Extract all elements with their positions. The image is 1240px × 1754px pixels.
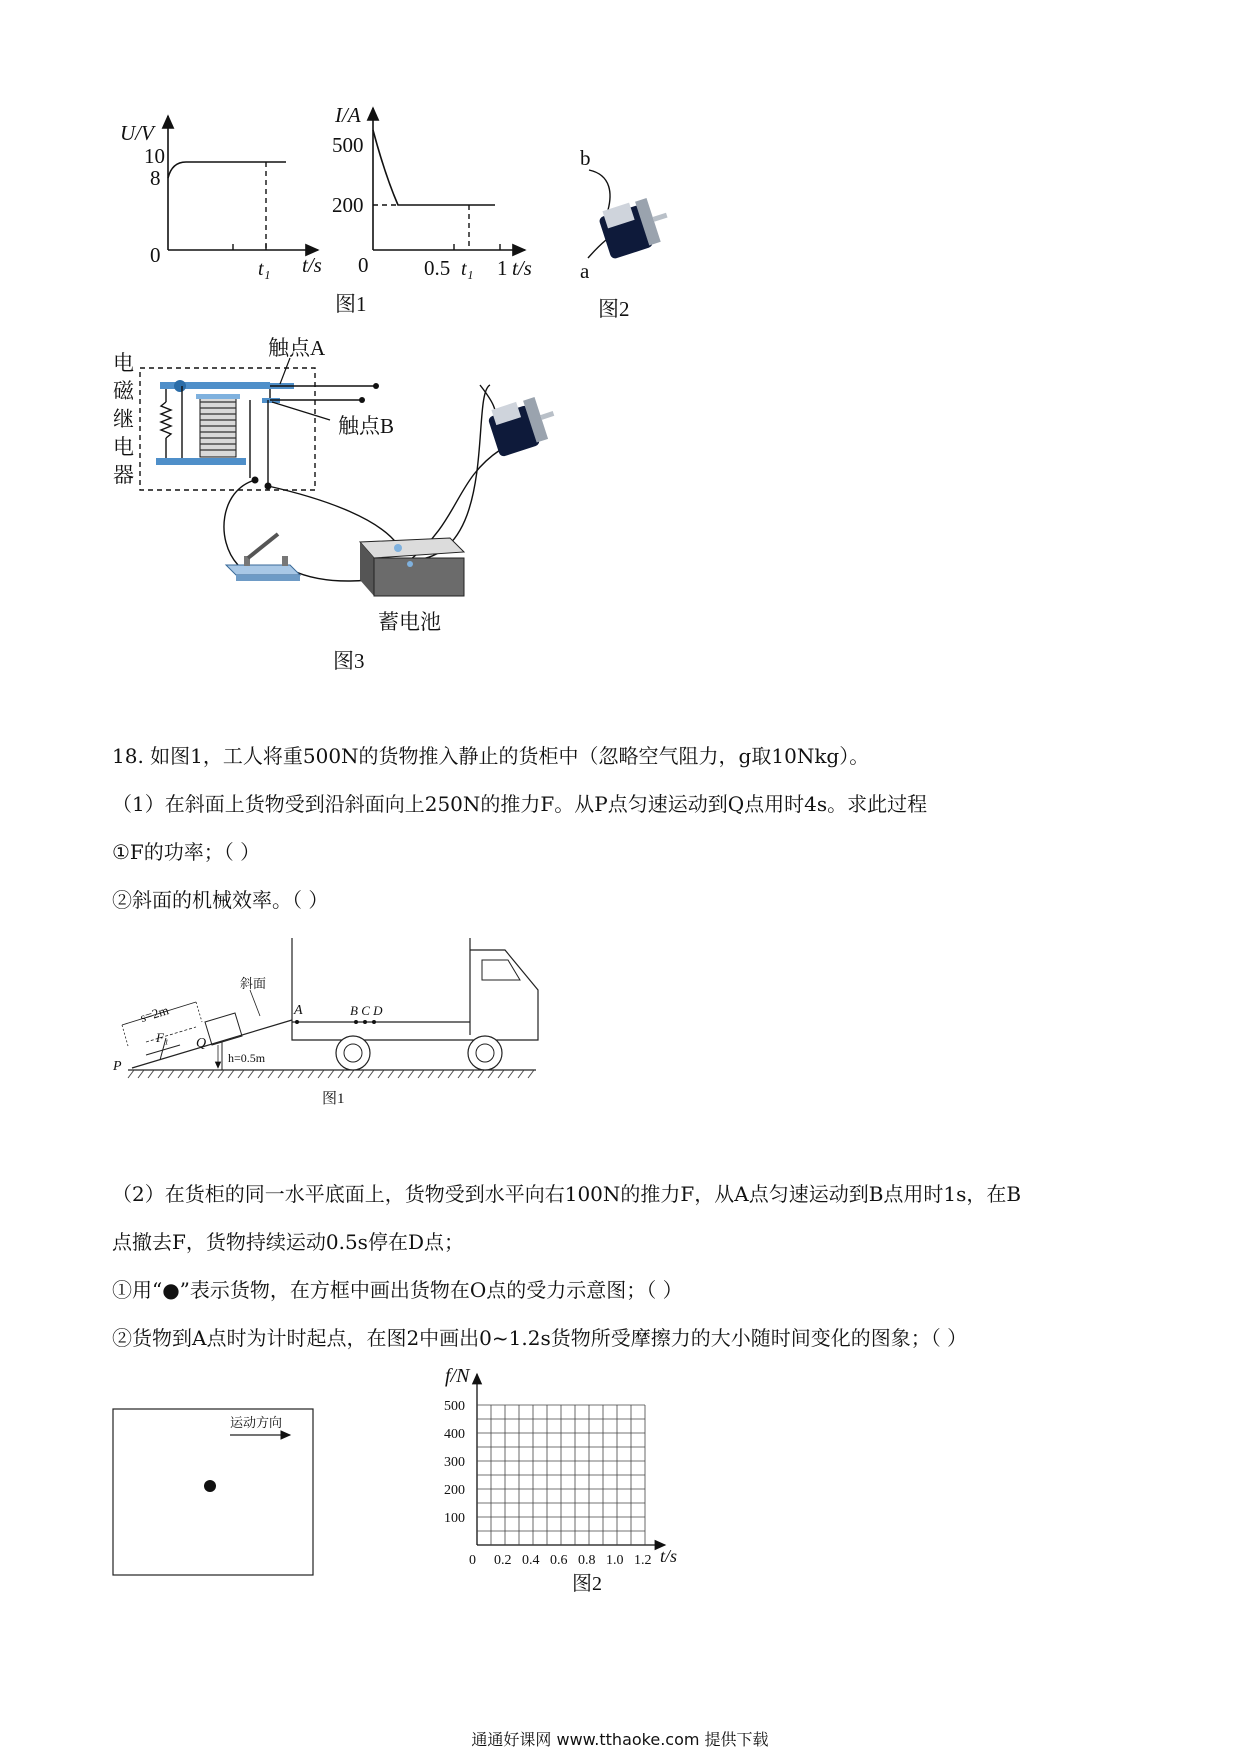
i-x-axis-label: t/s (512, 256, 532, 280)
q18-part2-line2: 点撤去F，货物持续运动0.5s停在D点； (112, 1230, 464, 1254)
f-axis-label: f/N (445, 1365, 470, 1387)
cargo-dot (204, 1480, 216, 1492)
contact-a-label: 触点A (268, 336, 326, 360)
grid-x-tick: 0.8 (578, 1553, 596, 1568)
u-tick-8: 8 (150, 166, 161, 190)
motion-direction-label: 运动方向 (230, 1415, 283, 1430)
grid-fig-caption: 图2 (572, 1573, 602, 1595)
grid-y-tick: 500 (444, 1399, 465, 1414)
grid-x-tick: 0 (469, 1553, 476, 1568)
point-p-label: P (113, 1059, 122, 1074)
fig1-caption: 图1 (335, 292, 367, 316)
point-q-label: Q (196, 1036, 207, 1051)
q18-part2-a: ①用“●”表示货物，在方框中画出货物在O点的受力示意图；（ ） (112, 1278, 683, 1302)
grid-y-tick: 300 (444, 1455, 465, 1470)
grid-y-tick: 100 (444, 1511, 465, 1526)
q18-part2-b: ②货物到A点时为计时起点，在图2中画出0~1.2s货物所受摩擦力的大小随时间变化的图象；（ ） (112, 1326, 968, 1350)
grid-x-tick: 0.4 (522, 1553, 540, 1568)
i-tick-200: 200 (332, 193, 364, 217)
q18-stem: 18. 如图1，工人将重500N的货物推入静止的货柜中（忽略空气阻力，g取10Nkg）。 (112, 744, 870, 768)
u-tick-0: 0 (150, 243, 161, 267)
i-tick-t1: t₁ (461, 258, 474, 280)
motor-icon-circuit (488, 397, 555, 457)
relay-char-4: 电 (113, 435, 134, 459)
u-tick-t1: t₁ (258, 258, 271, 280)
motor-label-b: b (580, 146, 591, 170)
page-footer: 通通好课网 www.tthaoke.com 提供下载 (471, 1730, 769, 1749)
fig3-caption: 图3 (333, 649, 365, 673)
force-label: F₁ (156, 1030, 169, 1045)
grid-y-tick: 400 (444, 1427, 465, 1442)
height-label: h=0.5m (228, 1051, 266, 1065)
relay-char-3: 继 (113, 407, 134, 431)
battery-icon (360, 538, 464, 596)
slope-label: 斜面 (240, 976, 267, 991)
q18-part1-b: ②斜面的机械效率。（ ） (112, 888, 329, 912)
u-tick-10: 10 (144, 144, 165, 168)
motor-label-a: a (580, 259, 590, 283)
fig2-caption: 图2 (598, 297, 630, 321)
grid-y-tick: 200 (444, 1483, 465, 1498)
grid-x-tick: 1.2 (634, 1553, 652, 1568)
grid-x-tick: 0.6 (550, 1553, 568, 1568)
relay-char-1: 电 (113, 351, 134, 375)
i-tick-500: 500 (332, 133, 364, 157)
i-tick-0: 0 (358, 253, 369, 277)
point-a-label: A (294, 1003, 303, 1018)
truck-fig-caption: 图1 (322, 1091, 345, 1107)
i-axis-label: I/A (335, 103, 361, 127)
q18-part2-line1: （2）在货柜的同一水平底面上，货物受到水平向右100N的推力F，从A点匀速运动到B点用时1s，在B (112, 1182, 1022, 1206)
relay-char-5: 器 (113, 463, 134, 487)
q18-part1-a: ①F的功率；（ ） (112, 840, 261, 864)
grid-x-tick: 0.2 (494, 1553, 512, 1568)
distance-label: s=2m (138, 1002, 171, 1026)
i-tick-1: 1 (497, 256, 508, 280)
q18-part1: （1）在斜面上货物受到沿斜面向上250N的推力F。从P点匀速运动到Q点用时4s。求此过程 (112, 792, 928, 816)
battery-label: 蓄电池 (378, 610, 441, 634)
i-tick-05: 0.5 (424, 256, 451, 280)
t-axis-label: t/s (660, 1546, 678, 1566)
knife-switch-icon (226, 534, 300, 581)
u-axis-label: U/V (120, 121, 154, 145)
points-bcd-label: B C D (350, 1003, 383, 1018)
relay-char-2: 磁 (113, 379, 134, 403)
grid-x-tick: 1.0 (606, 1553, 624, 1568)
contact-b-label: 触点B (338, 414, 395, 438)
u-x-axis-label: t/s (302, 253, 322, 277)
